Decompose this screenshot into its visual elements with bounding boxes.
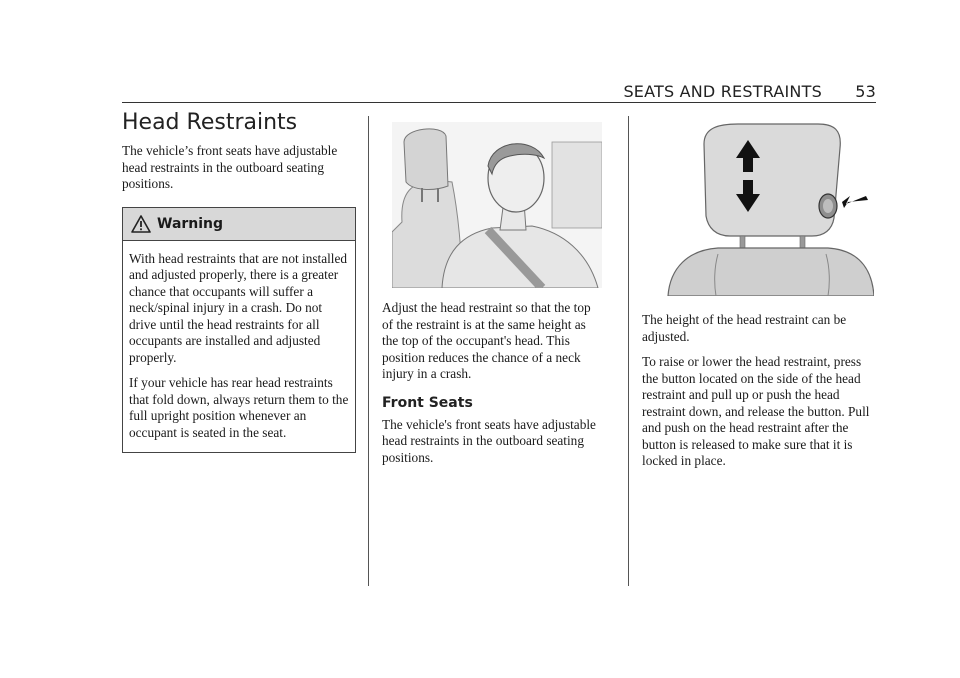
column-2 [382,122,604,475]
warning-paragraph: If your vehicle has rear head restraints that fold down, always return them to the full upright position whenever an occupant is seated in the seat. [129,375,349,440]
warning-body [123,241,355,453]
front-seats-heading: Front Seats [382,394,473,411]
column-divider [628,116,629,586]
head-restraint-button-illustration [648,118,874,296]
intro-paragraph: The vehicle’s front seats have adjustable head restraints in the outboard seating positions. [122,143,338,191]
adjust-paragraph: Adjust the head restraint so that the top of the restraint is at the same height as the top of the occupant's head. This position reduces the chance of a neck injury in a crash. [382,300,591,381]
warning-paragraph: With head restraints that are not installed and adjusted properly, there is a greater chance that occupants will suffer a neck/spinal injury in a crash. Do not drive until the head restraints for all occupants are installed and adjusted properly. [129,250,348,365]
warning-box [122,207,356,454]
warning-triangle-icon [131,215,151,233]
section-title: SEATS AND RESTRAINTS [623,82,822,101]
warning-label: Warning [157,215,224,232]
column-3 [642,118,876,479]
height-paragraph: The height of the head restraint can be adjusted. [642,312,847,344]
occupant-head-restraint-illustration [392,122,602,288]
page-title: Head Restraints [122,110,298,135]
column-divider [368,116,369,586]
raise-lower-paragraph: To raise or lower the head restraint, press the button located on the side of the head restraint and pull up or push the head restraint down, and release the button. Pull and push on the head restraint after the button is released to make sure that it is locked in place. [642,354,870,468]
front-seats-paragraph: The vehicle's front seats have adjustable head restraints in the outboard seating positions. [382,416,596,465]
column-1 [122,110,356,453]
warning-header [123,208,355,241]
page-number: 53 [855,82,876,101]
header-rule [122,102,876,103]
page-header [122,82,876,101]
